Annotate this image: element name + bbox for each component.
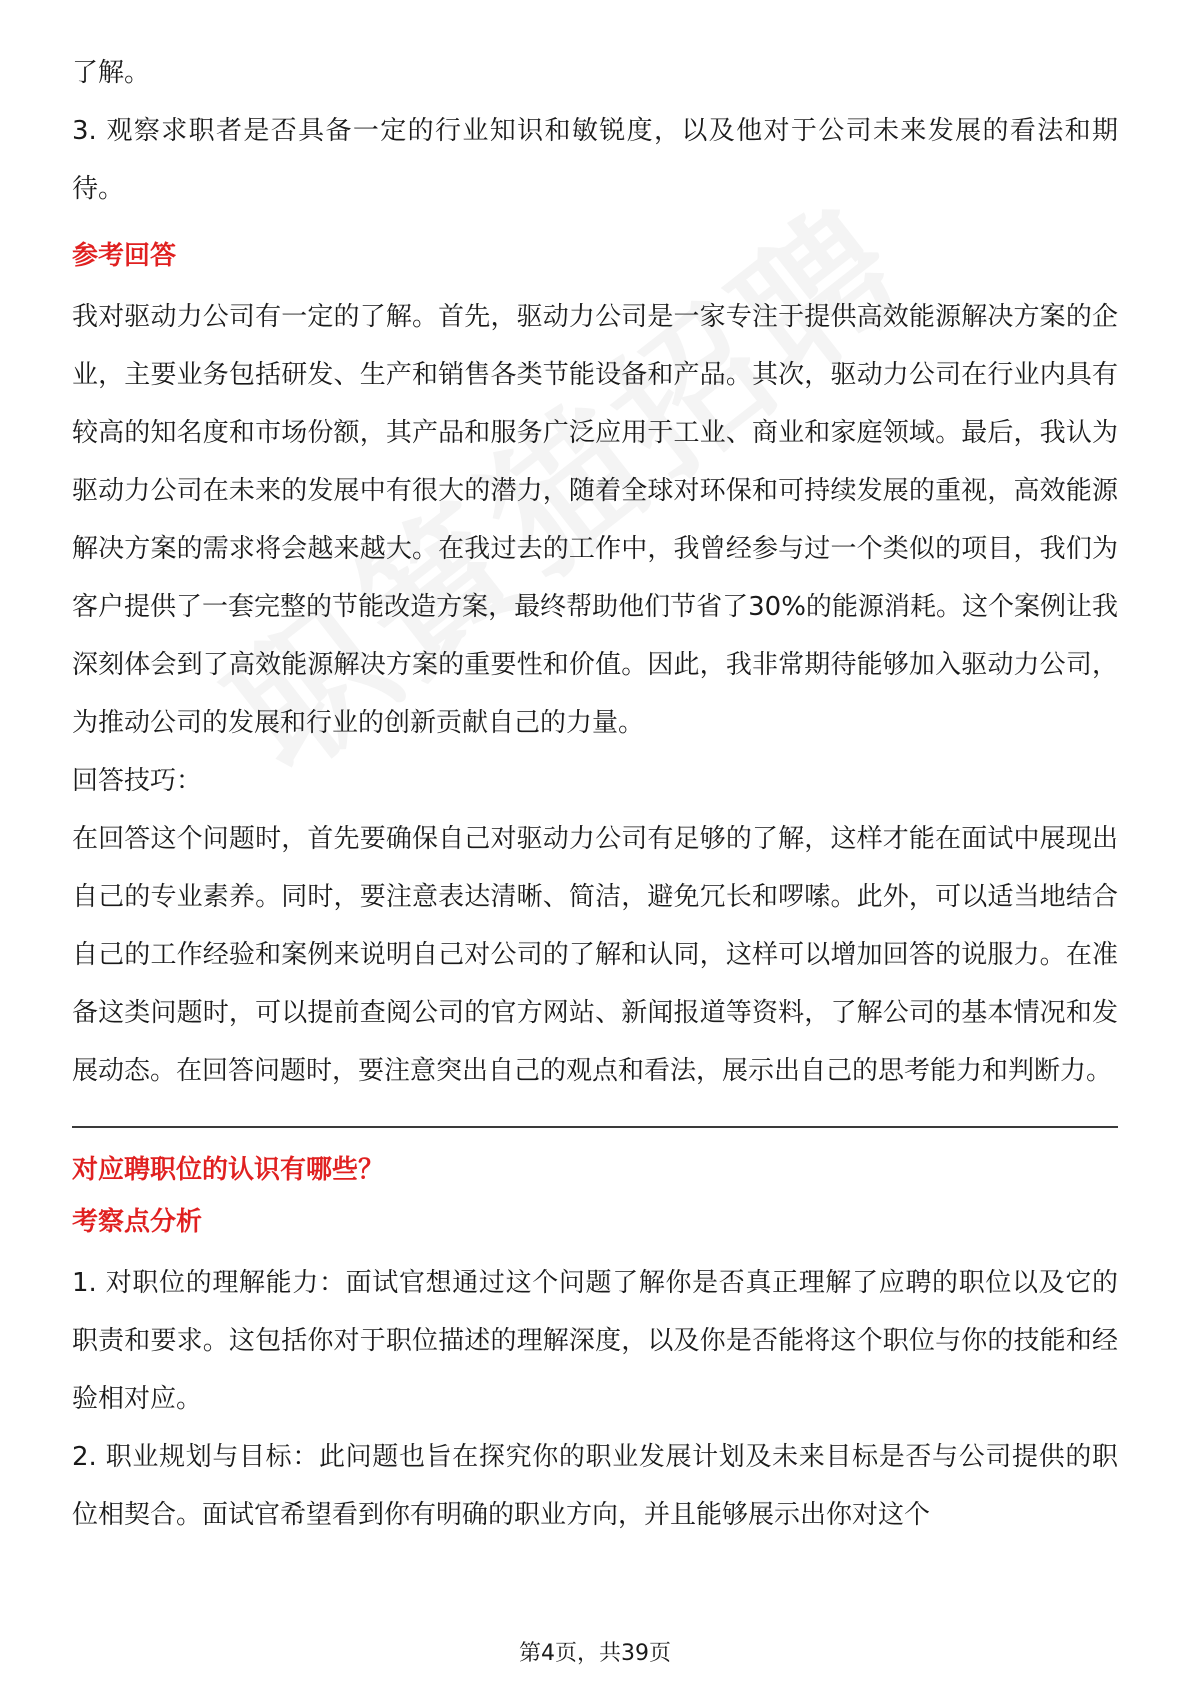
analysis-point-2: 2. 职业规划与目标：此问题也旨在探究你的职业发展计划及未来目标是否与公司提供的职位相契合。面试官希望看到你有明确的职业方向，并且能够展示出你对这个 — [72, 1442, 1118, 1530]
reference-answer-heading: 参考回答 — [72, 241, 177, 271]
page-number-footer: 第4页，共39页 — [519, 1641, 671, 1666]
section-divider — [72, 1126, 1118, 1128]
analysis-heading: 考察点分析 — [72, 1207, 203, 1237]
question-title: 对应聘职位的认识有哪些？ — [72, 1155, 385, 1185]
analysis-point-3: 3. 观察求职者是否具备一定的行业知识和敏锐度，以及他对于公司未来发展的看法和期待。 — [72, 116, 1118, 204]
reference-answer-body: 我对驱动力公司有一定的了解。首先，驱动力公司是一家专注于提供高效能源解决方案的企业，主要业务包括研发、生产和销售各类节能设备和产品。其次，驱动力公司在行业内具有较高的知名度和市场份额，其产品和服务广泛应用于工业、商业和家庭领域。最后，我认为驱动力公司在未来的发展中有很大的潜力，随着全球对环保和可持续发展的重视，高效能源解决方案的需求将会越来越大。在我过去的工作中，我曾经参与过一个类似的项目，我们为客户提供了一套完整的节能改造方案，最终帮助他们节省了30%的能源消耗。这个案例让我深刻体会到了高效能源解决方案的重要性和价值。因此，我非常期待能够加入驱动力公司，为推动公司的发展和行业的创新贡献自己的力量。 — [72, 302, 1118, 738]
analysis-point-1: 1. 对职位的理解能力：面试官想通过这个问题了解你是否真正理解了应聘的职位以及它的职责和要求。这包括你对于职位描述的理解深度，以及你是否能将这个职位与你的技能和经验相对应。 — [72, 1268, 1118, 1414]
continuation-paragraph: 了解。 — [72, 58, 151, 88]
page-content — [72, 44, 1118, 1544]
answer-tips-label: 回答技巧： — [72, 766, 203, 796]
answer-tips-body: 在回答这个问题时，首先要确保自己对驱动力公司有足够的了解，这样才能在面试中展现出自己的专业素养。同时，要注意表达清晰、简洁，避免冗长和啰嗦。此外，可以适当地结合自己的工作经验和案例来说明自己对公司的了解和认同，这样可以增加回答的说服力。在准备这类问题时，可以提前查阅公司的官方网站、新闻报道等资料，了解公司的基本情况和发展动态。在回答问题时，要注意突出自己的观点和看法，展示出自己的思考能力和判断力。 — [72, 824, 1118, 1086]
